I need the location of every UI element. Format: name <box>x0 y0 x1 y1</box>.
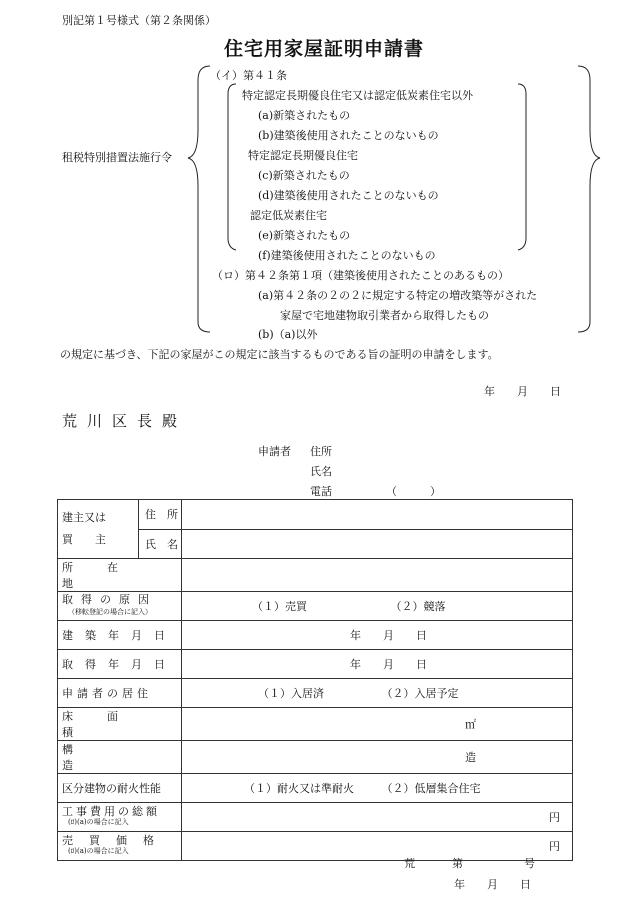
ro-option-a-line1: (a)第４２条の２の２に規定する特定の増改築等がされた <box>258 289 538 302</box>
certificate-table <box>57 499 573 861</box>
application-date: 年 月 日 <box>484 385 561 398</box>
owner-address-value[interactable] <box>182 500 573 530</box>
cost-unit: 円 <box>549 811 560 824</box>
fire-option-1[interactable]: （１）耐火又は準耐火 <box>244 782 354 795</box>
owner-label-1: 建主又は <box>62 511 106 524</box>
price-label-text: 売買価格 <box>62 834 170 847</box>
group3-head: 認定低炭素住宅 <box>250 209 327 222</box>
price-unit: 円 <box>549 840 560 853</box>
structure-label-text: 構造 <box>62 743 161 772</box>
build-date-label-text: 建築年月日 <box>62 629 177 642</box>
ro-option-a-line2: 家屋で宅地建物取引業者から取得したもの <box>280 309 489 322</box>
price-note: (ﾛ)(a)の場合に記入 <box>68 847 129 855</box>
table-row <box>58 559 573 592</box>
table-row <box>58 650 573 679</box>
acq-date-value[interactable] <box>182 650 573 679</box>
price-label <box>58 832 182 861</box>
floor-area-value[interactable] <box>182 708 573 741</box>
fire-option-2[interactable]: （２）低層集合住宅 <box>381 782 481 795</box>
build-date-label <box>58 621 182 650</box>
build-date-ymd: 年 月 日 <box>350 629 427 642</box>
table-row <box>58 708 573 741</box>
residence-label <box>58 679 182 708</box>
option-c: (c)新築されたもの <box>258 169 350 182</box>
group2-head: 特定認定長期優良住宅 <box>248 149 358 162</box>
cost-note: (ﾛ)(a)の場合に記入 <box>68 818 129 826</box>
owner-name-value[interactable] <box>182 529 573 559</box>
fire-value <box>182 774 573 803</box>
option-e: (e)新築されたもの <box>258 229 351 242</box>
location-label-text: 所在地 <box>62 561 152 590</box>
build-date-value[interactable] <box>182 621 573 650</box>
table-row <box>58 621 573 650</box>
location-value[interactable] <box>182 559 573 592</box>
table-row <box>58 803 573 832</box>
floor-area-label <box>58 708 182 741</box>
residence-option-1[interactable]: （１）入居済 <box>258 687 324 700</box>
cause-option-1[interactable]: （１）売買 <box>252 600 307 613</box>
item-i: （イ）第４１条 <box>210 69 287 82</box>
statement: の規定に基づき、下記の家屋がこの規定に該当するものである旨の証明の申請をします。 <box>60 348 499 361</box>
fire-label-text: 区分建物の耐火性能 <box>62 782 161 795</box>
applicant-label: 申請者 <box>258 445 291 458</box>
owner-label-2: 買 主 <box>62 533 106 546</box>
footer-no-prefix: 荒 <box>404 857 415 870</box>
cause-label-text: 取得の原因 <box>62 593 157 606</box>
owner-name-label: 氏 名 <box>145 537 178 551</box>
applicant-name-label: 氏名 <box>310 465 332 478</box>
cost-label-text: 工事費用の総額 <box>62 805 160 818</box>
table-row <box>58 679 573 708</box>
option-a: (a)新築されたもの <box>258 109 351 122</box>
acq-date-label <box>58 650 182 679</box>
applicant-address-label: 住所 <box>310 445 332 458</box>
option-b: (b)建築後使用されたことのないもの <box>258 129 439 142</box>
table-row <box>58 741 573 774</box>
residence-label-text: 申請者の居住 <box>62 687 152 700</box>
owner-address-label: 住 所 <box>139 500 181 530</box>
floor-area-label-text: 床面積 <box>62 710 152 739</box>
cost-label <box>58 803 182 832</box>
page-title: 住宅用家屋証明申請書 <box>224 38 425 60</box>
residence-option-2[interactable]: （２）入居予定 <box>381 687 459 700</box>
table-row <box>58 500 573 530</box>
cause-option-2[interactable]: （２）競落 <box>390 600 446 613</box>
footer-date: 年 月 日 <box>454 878 531 891</box>
table-row <box>58 592 573 621</box>
applicant-phone-parens: （ ） <box>386 485 441 498</box>
cost-value[interactable] <box>182 803 573 832</box>
floor-area-unit: ㎡ <box>465 718 476 731</box>
ro-option-b: (b)（a)以外 <box>258 328 318 341</box>
cause-label <box>58 592 182 621</box>
fire-label <box>58 774 182 803</box>
item-ro: （ロ）第４２条第１項（建築後使用されたことのあるもの） <box>212 269 509 282</box>
table-row <box>58 774 573 803</box>
form-label: 別記第１号様式（第２条関係） <box>62 14 216 27</box>
price-value[interactable] <box>182 832 573 861</box>
owner-label-cell <box>58 500 182 559</box>
footer-no-mid: 第 <box>452 857 463 870</box>
table-row <box>58 832 573 861</box>
structure-value[interactable] <box>182 741 573 774</box>
cause-value <box>182 592 573 621</box>
applicant-phone-label: 電話 <box>310 485 332 498</box>
residence-value <box>182 679 573 708</box>
acq-date-label-text: 取得年月日 <box>62 658 177 671</box>
acq-date-ymd: 年 月 日 <box>350 658 427 671</box>
group1-head: 特定認定長期優良住宅又は認定低炭素住宅以外 <box>242 89 473 102</box>
option-d: (d)建築後使用されたことのないもの <box>258 189 439 202</box>
structure-label <box>58 741 182 774</box>
ordinance-label: 租税特別措置法施行令 <box>62 151 172 164</box>
addressee: 荒川区長殿 <box>62 412 188 430</box>
location-label <box>58 559 182 592</box>
footer-no-suffix: 号 <box>524 857 535 870</box>
option-f: (f)建築後使用されたことのないもの <box>258 249 436 262</box>
structure-suffix: 造 <box>465 751 476 764</box>
cause-note: （移転登記の場合に記入） <box>68 608 152 616</box>
